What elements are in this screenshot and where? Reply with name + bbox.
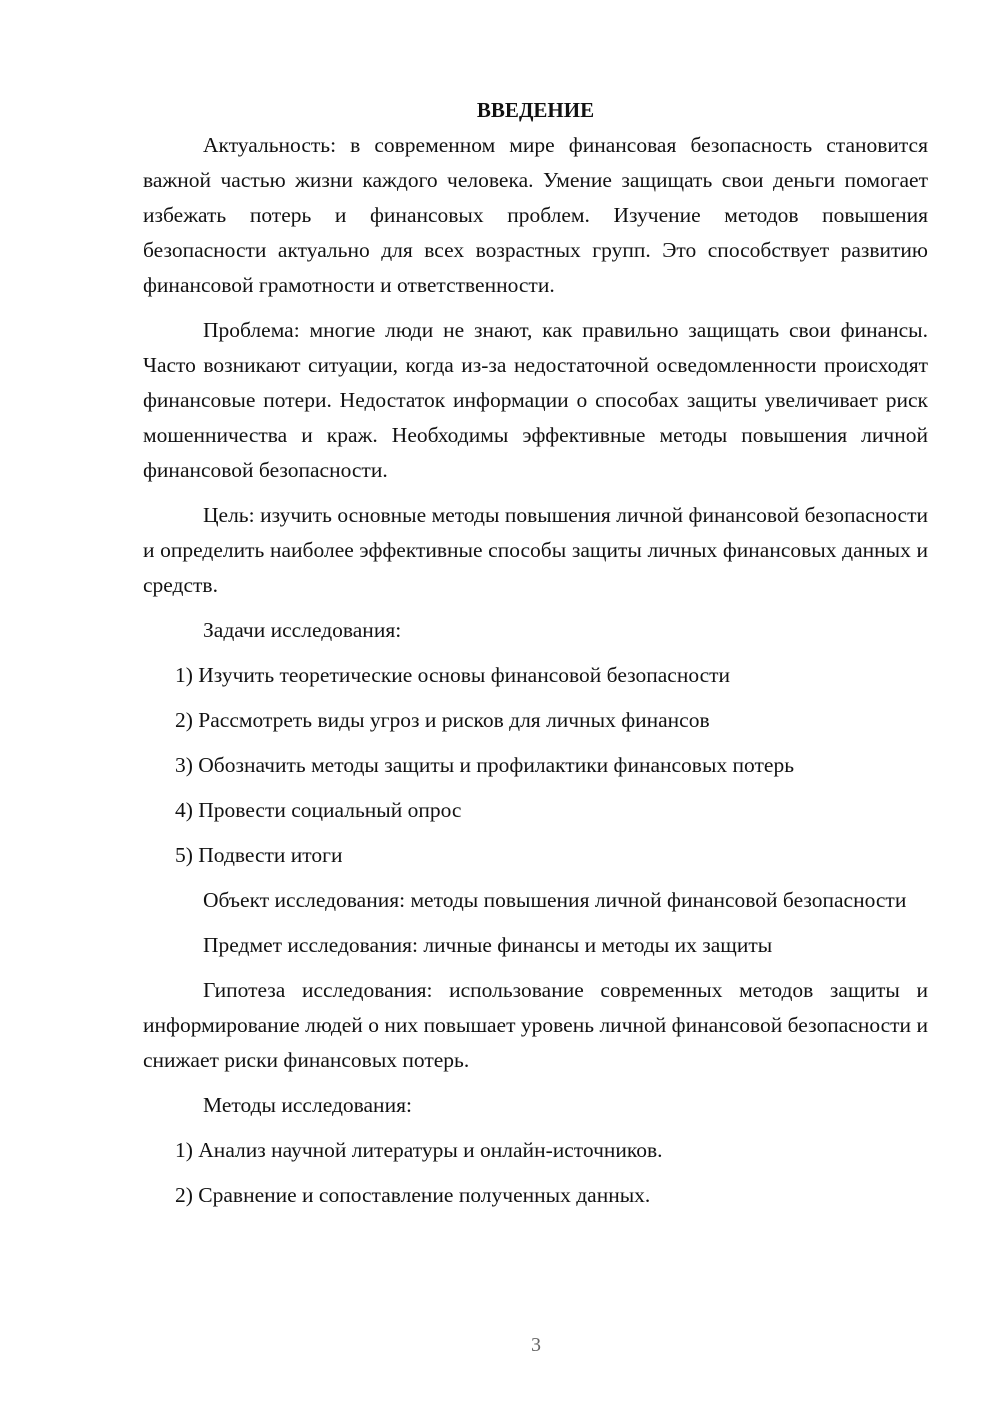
tasks-label: Задачи исследования:: [203, 618, 402, 642]
problem-paragraph: Проблема: многие люди не знают, как правильно защищать свои финансы. Часто возникают ситуации, когда из-за недостаточной осведомленности происходят финансовые потери. Недостаток информации о способах защиты увеличивает риск мошенничества и краж. Необходимы эффективные методы повышения личной финансовой безопасности.: [143, 318, 928, 482]
task-item: 5) Подвести итоги: [175, 843, 343, 867]
hypothesis-paragraph: Гипотеза исследования: использование современных методов защиты и информирование людей о них повышает уровень личной финансовой безопасности и снижает риски финансовых потерь.: [143, 978, 928, 1072]
relevance-paragraph: Актуальность: в современном мире финансовая безопасность становится важной частью жизни каждого человека. Умение защищать свои деньги помогает избежать потерь и финансовых проблем. Изучение методов повышения безопасности актуально для всех возрастных групп. Это способствует развитию финансовой грамотности и ответственности.: [143, 133, 928, 297]
object-paragraph: Объект исследования: методы повышения личной финансовой безопасности: [203, 888, 907, 912]
task-item: 2) Рассмотреть виды угроз и рисков для личных финансов: [175, 708, 710, 732]
page-number: 3: [531, 1334, 541, 1356]
page-content: [143, 93, 928, 1223]
method-item: 2) Сравнение и сопоставление полученных данных.: [175, 1183, 651, 1207]
methods-label: Методы исследования:: [203, 1093, 412, 1117]
task-item: 4) Провести социальный опрос: [175, 798, 462, 822]
task-item: 3) Обозначить методы защиты и профилактики финансовых потерь: [175, 753, 794, 777]
page-title: ВВЕДЕНИЕ: [476, 98, 595, 122]
goal-paragraph: Цель: изучить основные методы повышения личной финансовой безопасности и определить наиболее эффективные способы защиты личных финансовых данных и средств.: [143, 503, 928, 597]
subject-paragraph: Предмет исследования: личные финансы и методы их защиты: [203, 933, 773, 957]
task-item: 1) Изучить теоретические основы финансовой безопасности: [175, 663, 731, 687]
method-item: 1) Анализ научной литературы и онлайн-источников.: [175, 1138, 663, 1162]
